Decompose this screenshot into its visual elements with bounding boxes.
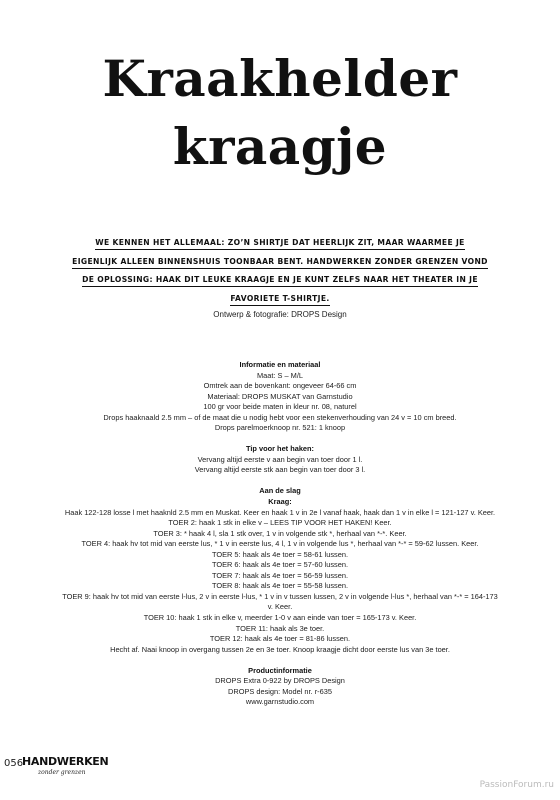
product-line: www.garnstudio.com [245,697,315,707]
instruction-line: TOER 6: haak als 4e toer = 57-60 lussen. [211,560,349,570]
info-line: 100 gr voor beide maten in kleur nr. 08, naturel [203,402,357,412]
instruction-line: TOER 5: haak als 4e toer = 58-61 lussen. [211,549,349,559]
info-line: Materiaal: DROPS MUSKAT van Garnstudio [207,391,353,401]
design-credit: Ontwerp & fotografie: DROPS Design [213,310,347,319]
collar-subheading: Kraag: [268,497,292,507]
magazine-brand: HANDWERKEN [22,755,109,768]
page-title-line-1: Kraakhelder [102,49,458,108]
product-line: DROPS Extra 0-922 by DROPS Design [215,676,345,686]
instruction-line: TOER 12: haak als 4e toer = 81-86 lussen. [209,634,351,644]
instruction-line: TOER 4: haak hv tot mid van eerste lus, * 1 v in eerste lus, 4 l, 1 v in volgende lus *, herhaal van *-* = 59-62 lussen. Keer. [81,539,479,549]
intro-line: FAVORIETE T-SHIRTJE. [230,294,329,306]
intro-line: DE OPLOSSING: HAAK DIT LEUKE KRAAGJE EN JE KUNT ZELFS NAAR HET THEATER IN JE [82,275,478,287]
instruction-line: v. Keer. [267,602,293,612]
instruction-line: Hecht af. Naai knoop in overgang tussen 2e en 3e toer. Knoop kraagje dicht door eerste lus van 3e toer. [110,644,450,654]
info-heading: Informatie en materiaal [239,360,321,369]
page-number: 056 [4,758,24,769]
intro-line: WE KENNEN HET ALLEMAAL: ZO’N SHIRTJE DAT HEERLIJK ZIT, MAAR WAARMEE JE [95,238,464,250]
instruction-line: TOER 10: haak 1 stk in elke v, meerder 1-0 v aan einde van toer = 165-173 v. Keer. [143,613,417,623]
page-title-line-2: kraagje [172,117,388,176]
intro-paragraph [40,234,520,308]
info-line: Omtrek aan de bovenkant: ongeveer 64-66 cm [203,381,357,391]
product-line: DROPS design: Model nr. r-635 [228,686,332,696]
intro-line: EIGENLIJK ALLEEN BINNENSHUIS TOONBAAR BENT. HANDWERKEN ZONDER GRENZEN VOND [72,257,488,269]
watermark: PassionForum.ru [479,780,554,790]
instructions-heading: Aan de slag [259,486,301,496]
instruction-line: TOER 11: haak als 3e toer. [235,623,325,633]
instruction-line: TOER 7: haak als 4e toer = 56-59 lussen. [211,570,349,580]
instruction-line: TOER 2: haak 1 stk in elke v – LEES TIP VOOR HET HAKEN! Keer. [168,518,392,528]
info-line: Drops parelmoerknoop nr. 521: 1 knoop [214,423,346,433]
tip-line: Vervang altijd eerste v aan begin van toer door 1 l. [197,454,363,464]
tip-line: Vervang altijd eerste stk aan begin van toer door 3 l. [194,465,366,475]
product-heading: Productinformatie [248,665,312,675]
instruction-line: TOER 9: haak hv tot mid van eerste l-lus, 2 v in eerste l-lus, * 1 v in v tussen lussen, 2 v in volgende l-lus *, herhaal van *-* = 164-173 [62,591,498,601]
info-line: Drops haaknaald 2.5 mm – of de maat die u nodig hebt voor een stekenverhouding van 24 v = 10 cm breed. [103,412,457,422]
pattern-body [30,360,530,708]
info-line: Maat: S – M/L [256,370,303,380]
instruction-line: TOER 8: haak als 4e toer = 55-58 lussen. [211,581,349,591]
tip-heading: Tip voor het haken: [245,444,315,454]
magazine-brand-subtitle: zonder grenzen [38,769,86,776]
instruction-line: Haak 122-128 losse l met haaknld 2.5 mm en Muskat. Keer en haak 1 v in 2e l vanaf haak, haak dan 1 v in elke l = 121-127 v. Keer. [64,507,496,517]
instruction-line: TOER 3: * haak 4 l, sla 1 stk over, 1 v in volgende stk *, herhaal van *-*. Keer. [153,528,407,538]
